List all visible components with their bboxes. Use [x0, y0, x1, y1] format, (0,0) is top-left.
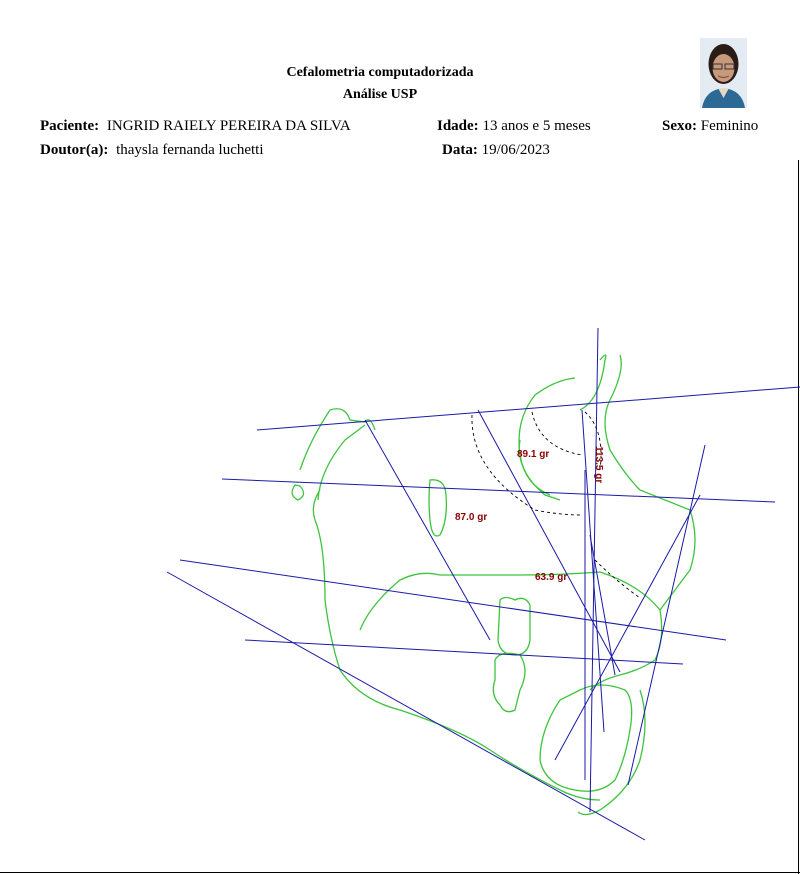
mandibular-line — [167, 572, 645, 840]
report-title: Cefalometria computadorizada — [286, 65, 474, 80]
upper-molar — [498, 598, 530, 656]
profile-line-2 — [555, 495, 700, 760]
sex-label: Sexo: — [662, 118, 697, 134]
mandible-lower — [560, 790, 600, 800]
doctor-label: Doutor(a): — [40, 142, 109, 158]
s-gn-line — [365, 420, 490, 640]
cephalometric-tracing — [0, 160, 800, 874]
date-line — [442, 142, 550, 159]
skull-profile — [300, 409, 375, 470]
lower-molar — [493, 653, 525, 711]
frankfort-line — [222, 479, 775, 502]
reference-lines — [167, 328, 800, 840]
angle-label-3: 87.0 gr — [455, 512, 488, 523]
angle-label-2: 113.5 gr — [593, 446, 604, 484]
age-line — [437, 118, 591, 135]
doctor-line — [40, 142, 264, 159]
patient-name: INGRID RAIELY PEREIRA DA SILVA — [106, 118, 351, 134]
avatar — [700, 38, 747, 108]
angle-label-4: 63.9 gr — [535, 572, 568, 583]
angle-labels — [455, 446, 604, 583]
patient-photo — [700, 38, 747, 108]
sex-value: Feminino — [700, 118, 759, 134]
symphysis — [540, 685, 632, 791]
age-label: Idade: — [437, 118, 479, 134]
ear-rod — [292, 485, 303, 500]
patient-label: Paciente: — [40, 118, 100, 134]
date-label: Data: — [442, 142, 478, 158]
doctor-name: thaysla fernanda luchetti — [116, 142, 264, 158]
palatal-line — [180, 560, 726, 640]
age-value: 13 anos e 5 meses — [482, 118, 591, 134]
angle-label-1: 89.1 gr — [517, 449, 550, 460]
date-value: 19/06/2023 — [481, 142, 550, 158]
report-subtitle: Análise USP — [342, 87, 418, 102]
sex-line — [662, 118, 758, 135]
patient-line — [40, 118, 351, 135]
palate-outline — [360, 572, 662, 690]
angle-arcs — [472, 412, 640, 598]
